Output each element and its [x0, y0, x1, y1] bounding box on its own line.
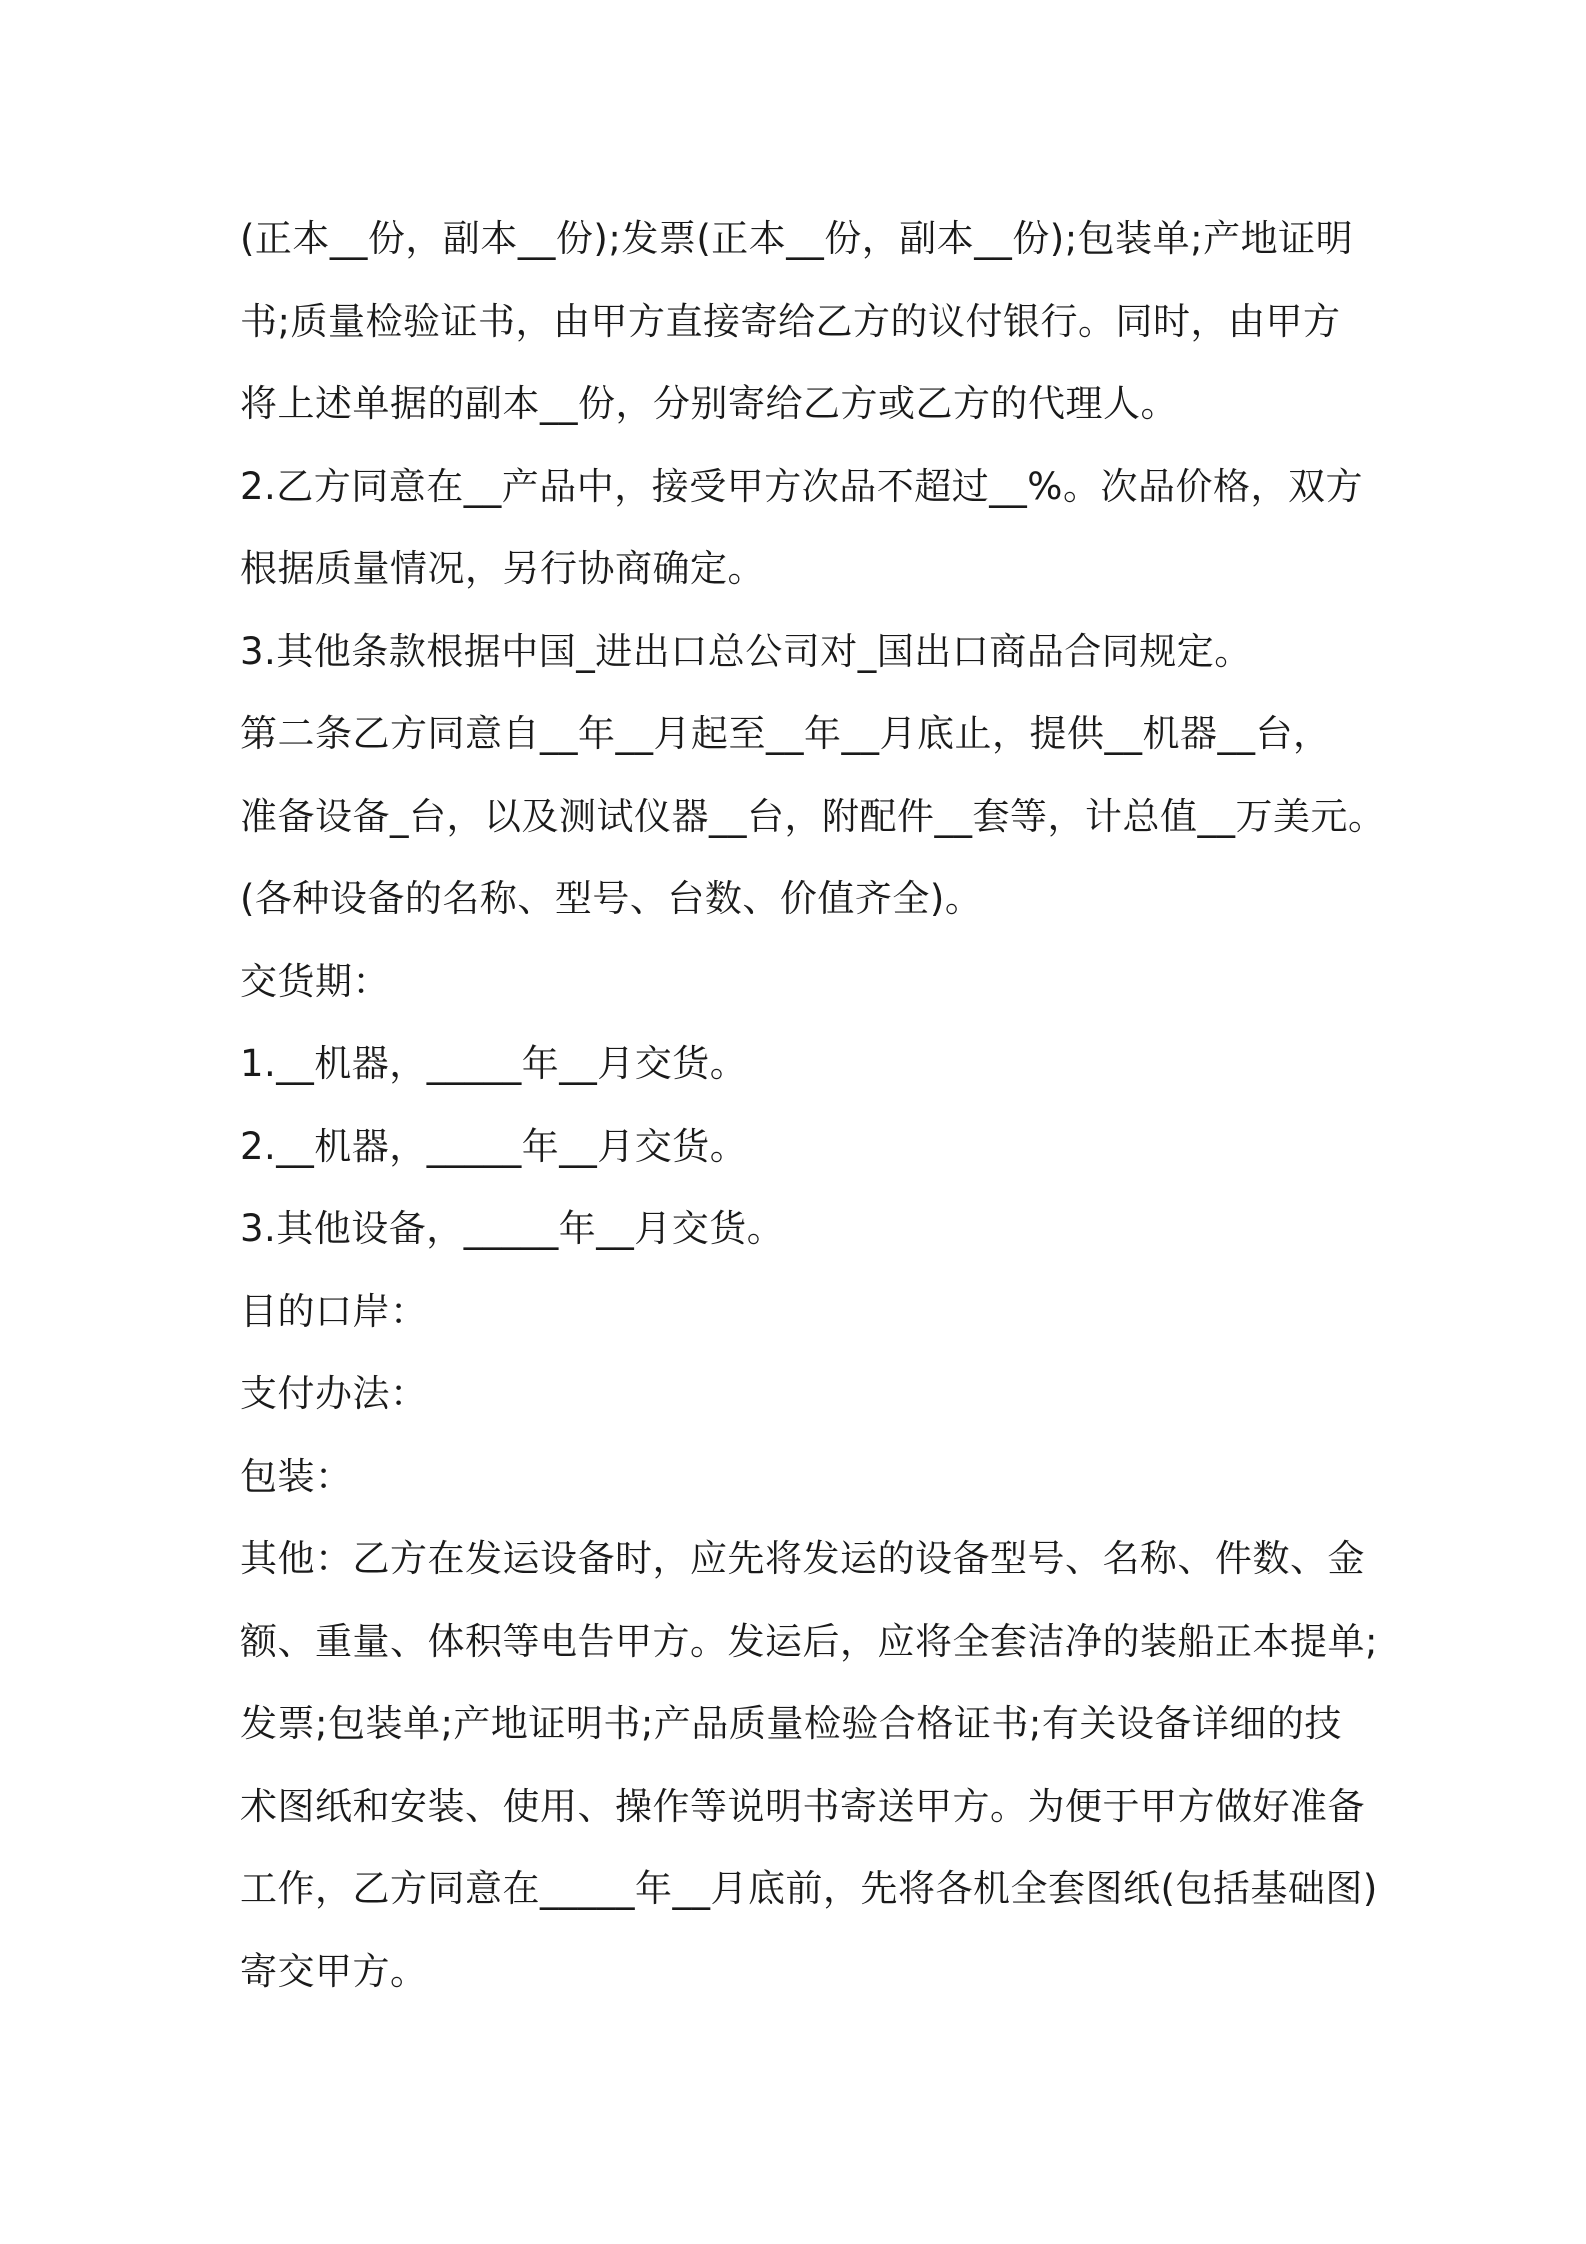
text-line: 将上述单据的副本__份，分别寄给乙方或乙方的代理人。 — [240, 382, 1178, 425]
list-item: 1.__机器，_____年__月交货。 — [240, 1042, 748, 1085]
section-heading: 目的口岸： — [240, 1289, 428, 1333]
text-line: 术图纸和安装、使用、操作等说明书寄送甲方。为便于甲方做好准备 — [240, 1784, 1365, 1828]
section-heading: 支付办法： — [240, 1372, 428, 1415]
section-heading: 交货期： — [240, 959, 390, 1003]
text-line: 工作，乙方同意在_____年__月底前，先将各机全套图纸(包括基础图) — [240, 1867, 1378, 1910]
text-line: (正本__份，副本__份);发票(正本__份，副本__份);包装单;产地证明 — [240, 217, 1354, 260]
text-line: 准备设备_台，以及测试仪器__台，附配件__套等，计总值__万美元。 — [240, 794, 1386, 838]
text-line: 第二条乙方同意自__年__月起至__年__月底止，提供__机器__台， — [240, 712, 1331, 755]
text-line: 其他：乙方在发运设备时，应先将发运的设备型号、名称、件数、金 — [240, 1537, 1365, 1580]
text-line: 书;质量检验证书，由甲方直接寄给乙方的议付银行。同时，由甲方 — [240, 299, 1341, 343]
text-line: 额、重量、体积等电告甲方。发运后，应将全套洁净的装船正本提单; — [240, 1619, 1378, 1663]
list-item: 2.__机器，_____年__月交货。 — [240, 1124, 748, 1168]
list-item: 3.其他设备，_____年__月交货。 — [240, 1207, 785, 1250]
text-line: 发票;包装单;产地证明书;产品质量检验合格证书;有关设备详细的技 — [240, 1702, 1342, 1745]
text-line: 寄交甲方。 — [240, 1949, 428, 1993]
text-line: (各种设备的名称、型号、台数、价值齐全)。 — [240, 877, 983, 920]
text-line: 3.其他条款根据中国_进出口总公司对_国出口商品合同规定。 — [240, 629, 1252, 673]
text-line: 2.乙方同意在__产品中，接受甲方次品不超过__%。次品价格，双方 — [240, 464, 1363, 508]
text-line: 根据质量情况，另行协商确定。 — [240, 547, 765, 590]
document-body — [240, 198, 1386, 2013]
section-heading: 包装： — [240, 1454, 353, 1498]
